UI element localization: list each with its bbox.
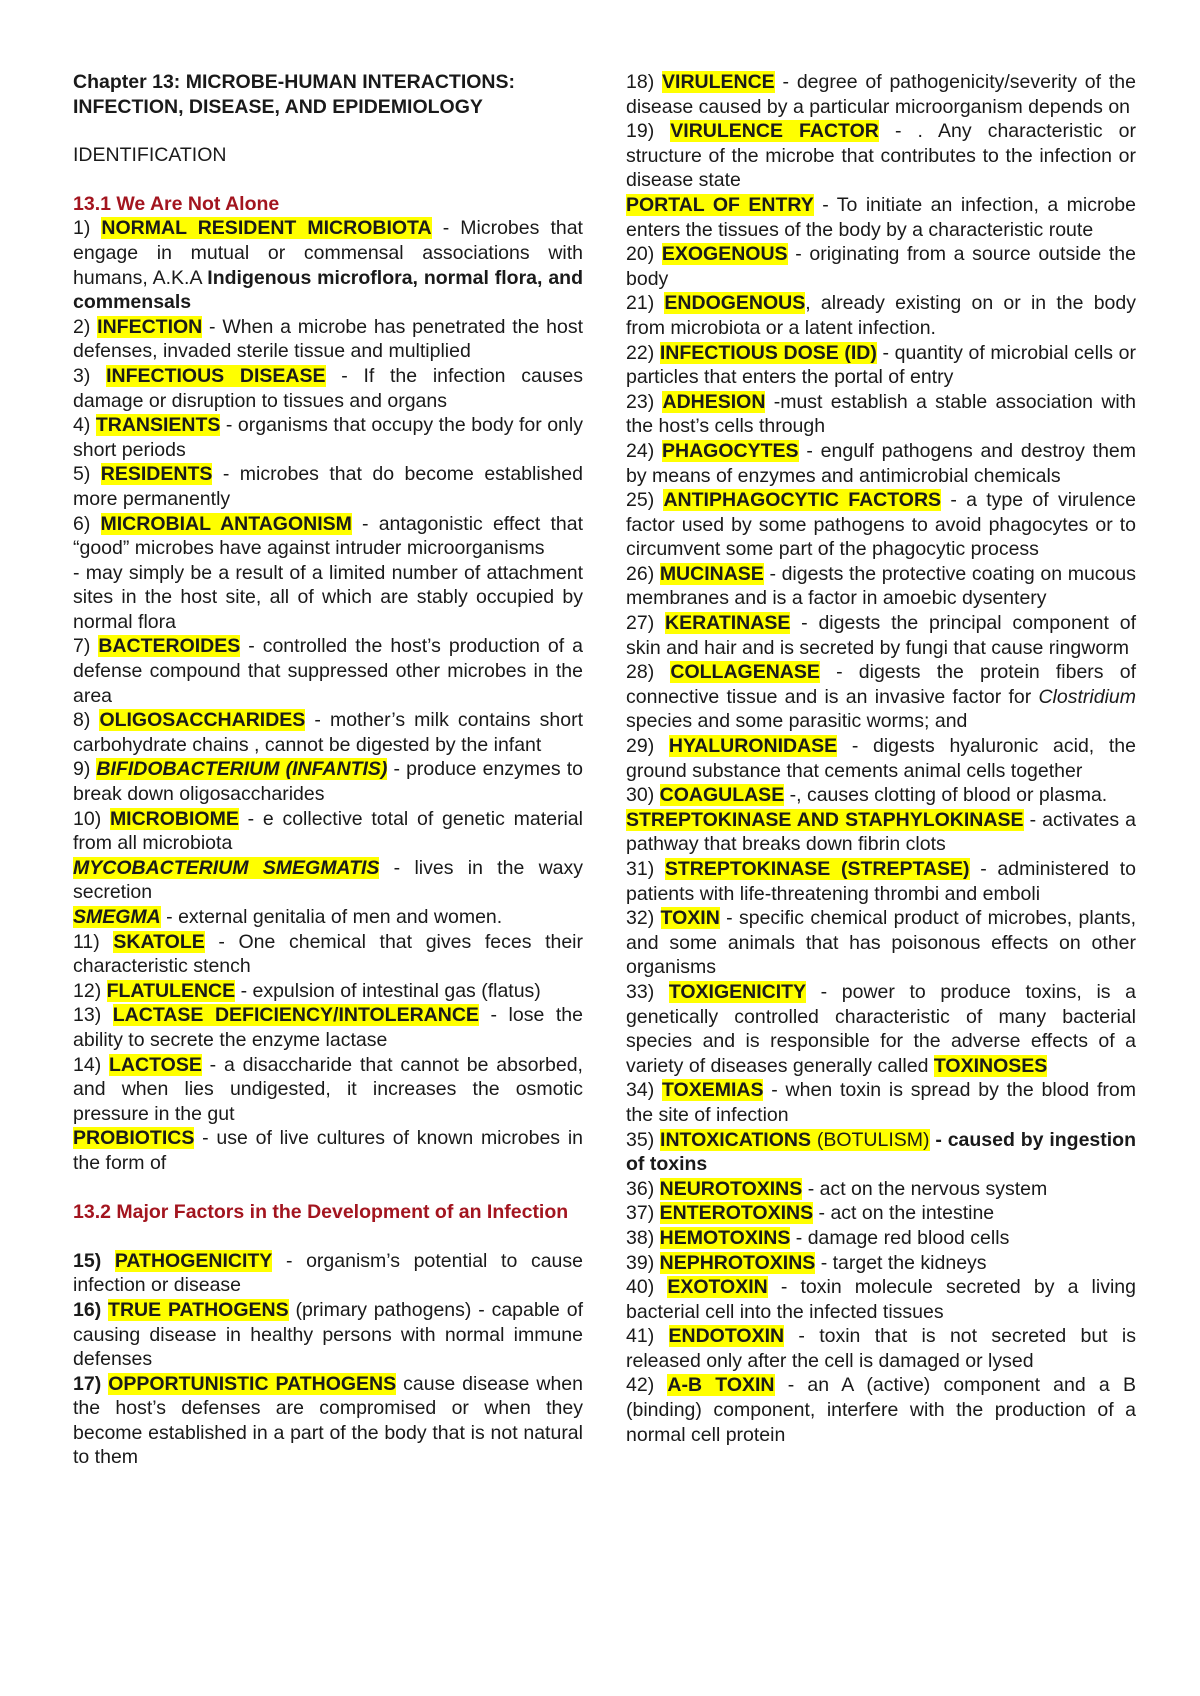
entry-number: 18) — [626, 71, 663, 93]
entry-16 — [73, 1298, 583, 1372]
entry-6-note — [73, 561, 583, 635]
entry-bold-text: Indigenous microflora, normal flora, and commensals — [73, 266, 583, 314]
entry-term: A-B TOXIN — [667, 1374, 775, 1397]
entry-15 — [73, 1249, 583, 1298]
entry-italic-text: Clostridium — [1038, 685, 1136, 708]
entry-definition: cause disease when the host’s defenses are compromised or when they become established in a part of the body that is not natural to them — [73, 1372, 583, 1469]
entry-number: 16) — [73, 1298, 109, 1321]
entry-definition: - administered to patients with life-threatening thrombi and emboli — [626, 858, 1136, 905]
entry-parenthetical: (BOTULISM) — [811, 1128, 930, 1151]
entry-definition: - external genitalia of men and women. — [160, 906, 503, 928]
entry-number: 11) — [73, 930, 114, 953]
entry-10 — [73, 807, 583, 856]
entry-term: HEMOTOXINS — [659, 1226, 791, 1249]
entry-term: MYCOBACTERIUM SMEGMATIS — [73, 856, 380, 879]
entry-definition: - toxin that is not secreted but is released only after the cell is damaged or lysed — [626, 1325, 1136, 1372]
entry-14 — [73, 1053, 583, 1127]
entry-number: 6) — [73, 512, 101, 535]
entry-kinases — [626, 808, 1136, 857]
entry-term: ENTEROTOXINS — [659, 1202, 814, 1225]
entry-number: 17) — [73, 1372, 109, 1395]
entry-35 — [626, 1128, 1136, 1177]
entry-definition: - caused by ingestion of toxins — [626, 1128, 1136, 1176]
entry-number: 22) — [626, 341, 660, 364]
entry-term: MICROBIOME — [109, 807, 239, 830]
entry-31 — [626, 857, 1136, 906]
entry-definition: - act on the intestine — [813, 1202, 995, 1225]
entry-term: NEPHROTOXINS — [659, 1251, 816, 1274]
entry-number: 28) — [626, 661, 671, 684]
entry-definition: - e collective total of genetic material from all microbiota — [73, 807, 583, 855]
entry-28 — [626, 660, 1136, 734]
entry-definition: -, causes clotting of blood or plasma. — [784, 784, 1108, 807]
entry-definition: - . Any characteristic or structure of the microbe that contributes to the infection or disease state — [626, 120, 1136, 192]
entry-term: STREPTOKINASE (STREPTASE) — [664, 858, 970, 880]
entry-number: 41) — [626, 1325, 669, 1348]
section-heading-13-2: 13.2 Major Factors in the Development of an Infection — [73, 1200, 569, 1223]
entry-definition: - activates a pathway that breaks down fibrin clots — [626, 808, 1137, 856]
entry-number: 40) — [626, 1276, 668, 1299]
chapter-title-line-2: INFECTION, DISEASE, AND EPIDEMIOLOGY — [73, 95, 483, 118]
entry-term: VIRULENCE FACTOR — [670, 120, 879, 143]
entry-definition: - organism’s potential to cause infection or disease — [73, 1249, 583, 1297]
entry-definition: - use of live cultures of known microbes in the form of — [73, 1127, 583, 1174]
entry-definition: - produce enzymes to break down oligosaccharides — [73, 758, 583, 806]
entry-definition: - a disaccharide that cannot be absorbed, and when lies undigested, it increases the osmotic pressure in the gut — [73, 1053, 583, 1125]
right-column — [626, 70, 1136, 1447]
entry-5 — [73, 462, 583, 511]
entry-number: 3) — [73, 364, 107, 387]
entry-39 — [626, 1251, 1136, 1276]
entry-number: 15) — [73, 1249, 115, 1272]
entry-term: PHAGOCYTES — [662, 439, 799, 462]
entry-number: 23) — [626, 390, 663, 413]
entry-38 — [626, 1226, 1136, 1251]
entry-number: 12) — [73, 979, 107, 1002]
entry-term: SKATOLE — [113, 930, 205, 953]
section-label: IDENTIFICATION — [73, 144, 227, 167]
entry-24 — [626, 439, 1136, 488]
entry-definition: - originating from a source outside the body — [626, 243, 1136, 290]
entry-definition: - organisms that occupy the body for only short periods — [73, 414, 583, 461]
entry-25 — [626, 488, 1136, 562]
entry-term: TOXIN — [660, 907, 720, 930]
entry-term: EXOGENOUS — [661, 243, 788, 266]
entry-20 — [626, 242, 1136, 291]
entry-term: ENDOTOXIN — [668, 1325, 785, 1348]
entry-number: 21) — [626, 292, 665, 315]
entry-2 — [73, 315, 583, 364]
entry-40 — [626, 1275, 1136, 1324]
entry-term: SMEGMA — [73, 906, 161, 928]
entry-30 — [626, 783, 1136, 808]
entry-term: BIFIDOBACTERIUM (INFANTIS) — [96, 758, 388, 781]
entry-number: 24) — [626, 439, 663, 462]
entry-definition: - digests the protective coating on mucous membranes and is a factor in amoebic dysentery — [626, 562, 1136, 610]
entry-27 — [626, 611, 1136, 660]
entry-definition: - When a microbe has penetrated the host defenses, invaded sterile tissue and multiplied — [73, 315, 583, 363]
entry-33 — [626, 980, 1136, 1078]
entry-term: TRUE PATHOGENS — [108, 1298, 289, 1321]
entry-term: OPPORTUNISTIC PATHOGENS — [108, 1372, 397, 1395]
entry-number: 31) — [626, 858, 665, 880]
entry-term: NORMAL RESIDENT MICROBIOTA — [101, 217, 432, 240]
entry-term: PROBIOTICS — [73, 1127, 195, 1150]
entry-number: 27) — [626, 612, 666, 635]
entry-number: 26) — [626, 562, 660, 585]
entry-number: 33) — [626, 980, 669, 1003]
entry-number: 30) — [626, 784, 660, 807]
entry-term: RESIDENTS — [100, 463, 213, 486]
entry-number: 37) — [626, 1202, 660, 1225]
entry-number: 1) — [73, 217, 102, 240]
entry-number: 38) — [626, 1226, 660, 1249]
entry-number: 29) — [626, 735, 669, 758]
entry-9 — [73, 757, 583, 806]
entry-34 — [626, 1078, 1136, 1127]
entry-definition: - target the kidneys — [815, 1251, 987, 1274]
entry-term: EXOTOXIN — [667, 1276, 768, 1299]
entry-1 — [73, 216, 583, 314]
entry-10-smegma — [73, 905, 583, 930]
entry-definition: - mother’s milk contains short carbohydrate chains , cannot be digested by the infant — [73, 709, 583, 756]
entry-21 — [626, 291, 1136, 340]
entry-number: 39) — [626, 1251, 660, 1274]
entry-term: INFECTIOUS DISEASE — [106, 364, 326, 387]
entry-definition: (primary pathogens) - capable of causing disease in healthy persons with normal immune defenses — [73, 1298, 583, 1371]
entry-definition: - engulf pathogens and destroy them by means of enzymes and antimicrobial chemicals — [626, 439, 1137, 487]
entry-19 — [626, 119, 1136, 193]
entry-term: HYALURONIDASE — [668, 735, 838, 758]
entry-portal-of-entry — [626, 193, 1136, 242]
entry-term: PORTAL OF ENTRY — [626, 193, 814, 216]
chapter-title-line-1: Chapter 13: MICROBE-HUMAN INTERACTIONS: — [73, 71, 516, 93]
spacer — [73, 1224, 583, 1249]
entry-term: BACTEROIDES — [98, 635, 241, 658]
entry-32 — [626, 906, 1136, 980]
entry-term: ANTIPHAGOCYTIC FACTORS — [663, 489, 942, 512]
entry-term: TOXIGENICITY — [668, 980, 807, 1003]
entry-term: STREPTOKINASE AND STAPHYLOKINASE — [626, 808, 1024, 831]
entry-12 — [73, 979, 583, 1004]
entry-number: 2) — [73, 315, 98, 338]
entry-8 — [73, 708, 583, 757]
entry-number: 8) — [73, 709, 100, 732]
entry-number: 10) — [73, 807, 110, 830]
entry-definition: - specific chemical product of microbes, plants, and some animals that has poisonous effects on other organisms — [626, 907, 1136, 979]
entry-number: 42) — [626, 1374, 668, 1397]
entry-term: VIRULENCE — [662, 71, 775, 93]
entry-definition: - digests hyaluronic acid, the ground substance that cements animal cells together — [626, 735, 1136, 782]
entry-37 — [626, 1201, 1136, 1226]
entry-term: TRANSIENTS — [95, 414, 221, 437]
entry-number: 19) — [626, 120, 671, 143]
entry-number: 5) — [73, 463, 101, 486]
entry-definition: - microbes that do become established more permanently — [73, 463, 583, 510]
entry-definition: - may simply be a result of a limited number of attachment sites in the host site, all of which are stably occupied by normal flora — [73, 561, 583, 633]
entry-number: 4) — [73, 414, 96, 437]
entry-term: INFECTION — [97, 315, 203, 338]
entry-definition-cont: species and some parasitic worms; and — [626, 710, 968, 733]
entry-number: 20) — [626, 243, 662, 266]
entry-term: KERATINASE — [665, 612, 791, 635]
entry-definition: , already existing on or in the body from microbiota or a latent infection. — [626, 292, 1136, 339]
entry-definition: - lose the ability to secrete the enzyme lactase — [73, 1004, 583, 1051]
entry-term: INTOXICATIONS — [660, 1128, 811, 1151]
entry-term: NEUROTOXINS — [659, 1177, 803, 1200]
entry-definition: - Microbes that engage in mutual or commensal associations with humans, A.K.A — [73, 217, 583, 289]
entry-probiotics — [73, 1126, 583, 1175]
entry-definition: - To initiate an infection, a microbe enters the tissues of the body by a characteristic route — [626, 193, 1136, 241]
entry-definition: - controlled the host’s production of a defense compound that suppressed other microbes in the area — [73, 635, 583, 707]
entry-number: 7) — [73, 635, 99, 658]
entry-definition: - If the infection causes damage or disruption to tissues and organs — [73, 364, 583, 412]
entry-term-secondary: TOXINOSES — [933, 1054, 1048, 1077]
entry-term: OLIGOSACCHARIDES — [99, 709, 306, 732]
entry-definition: - a type of virulence factor used by some pathogens to avoid phagocytes or to circumvent some part of the phagocytic process — [626, 489, 1136, 561]
left-column — [73, 70, 583, 1470]
entry-definition: - digests the protein fibers of connective tissue and is an invasive factor for — [626, 661, 1136, 708]
entry-22 — [626, 341, 1136, 390]
entry-term: MUCINASE — [659, 562, 764, 585]
entry-definition: - damage red blood cells — [790, 1226, 1010, 1249]
entry-29 — [626, 734, 1136, 783]
entry-term: COAGULASE — [659, 784, 785, 807]
entry-6 — [73, 512, 583, 561]
section-heading-13-1: 13.1 We Are Not Alone — [73, 192, 280, 215]
entry-definition: - when toxin is spread by the blood from the site of infection — [626, 1079, 1136, 1126]
entry-23 — [626, 390, 1136, 439]
entry-term: ENDOGENOUS — [664, 292, 806, 315]
entry-3 — [73, 364, 583, 413]
chapter-title — [73, 70, 583, 119]
entry-7 — [73, 634, 583, 708]
entry-number: 9) — [73, 758, 97, 781]
entry-definition: - power to produce toxins, is a genetically controlled characteristic of many bacterial species and is responsible for the adverse effects of a variety of diseases generally called — [626, 980, 1137, 1077]
entry-number: 35) — [626, 1128, 661, 1151]
entry-definition: - lives in the waxy secretion — [73, 856, 583, 904]
entry-definition: - quantity of microbial cells or particles that enters the portal of entry — [626, 341, 1137, 389]
entry-definition: - degree of pathogenicity/severity of the disease caused by a particular microorganism depends on — [626, 71, 1136, 118]
entry-term: LACTOSE — [109, 1053, 202, 1076]
entry-number: 34) — [626, 1079, 662, 1102]
entry-42 — [626, 1373, 1136, 1447]
entry-term: MICROBIAL ANTAGONISM — [100, 512, 352, 535]
entry-term: FLATULENCE — [106, 979, 236, 1002]
entry-definition: - expulsion of intestinal gas (flatus) — [235, 979, 541, 1002]
entry-definition: - One chemical that gives feces their characteristic stench — [73, 930, 584, 978]
entry-17 — [73, 1372, 583, 1470]
entry-13 — [73, 1003, 583, 1052]
entry-definition: - antagonistic effect that “good” microbes have against intruder microorganisms — [73, 512, 583, 560]
entry-number: 32) — [626, 907, 661, 930]
entry-term: INFECTIOUS DOSE (ID) — [659, 341, 877, 364]
entry-definition: - toxin molecule secreted by a living bacterial cell into the infected tissues — [626, 1276, 1136, 1323]
entry-10-smegmatis — [73, 856, 583, 905]
entry-term: LACTASE DEFICIENCY/INTOLERANCE — [112, 1004, 479, 1027]
entry-number: 14) — [73, 1053, 110, 1076]
entry-number: 36) — [626, 1177, 660, 1200]
entry-18 — [626, 70, 1136, 119]
entry-term: TOXEMIAS — [661, 1079, 764, 1102]
entry-term: COLLAGENASE — [670, 661, 820, 684]
entry-number: 13) — [73, 1004, 113, 1027]
entry-definition: - act on the nervous system — [802, 1177, 1048, 1200]
entry-term: PATHOGENICITY — [114, 1249, 273, 1272]
entry-definition: - digests the principal component of skin and hair and is secreted by fungi that cause ringworm — [626, 612, 1136, 659]
entry-term: ADHESION — [662, 390, 766, 413]
entry-number: 25) — [626, 489, 664, 512]
entry-36 — [626, 1177, 1136, 1202]
entry-definition: - an A (active) component and a B (binding) component, interfere with the production of a normal cell protein — [626, 1374, 1136, 1446]
entry-4 — [73, 413, 583, 462]
entry-11 — [73, 930, 583, 979]
entry-definition: -must establish a stable association with the host’s cells through — [626, 390, 1136, 438]
entry-41 — [626, 1324, 1136, 1373]
entry-26 — [626, 562, 1136, 611]
